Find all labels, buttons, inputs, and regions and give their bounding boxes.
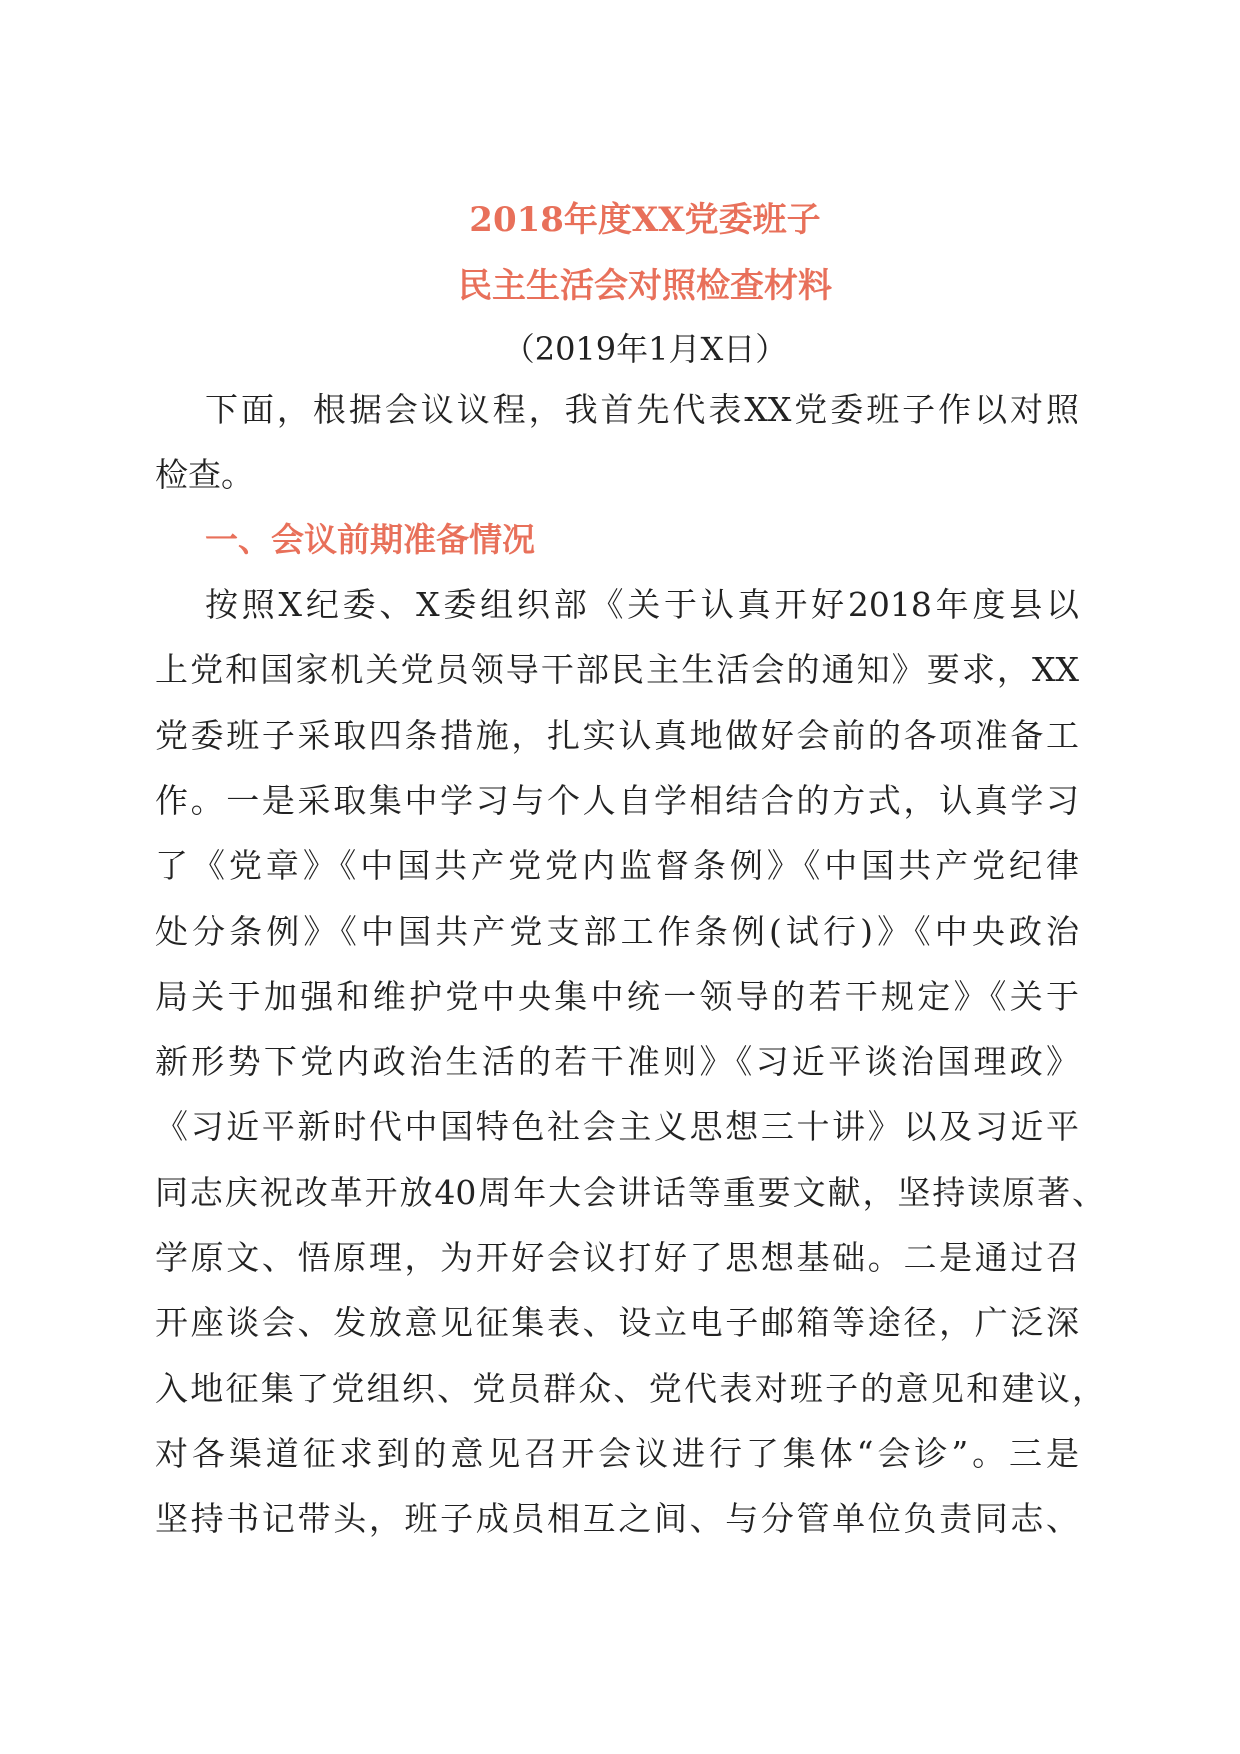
paragraph-line: 入地征集了党组织、党员群众、党代表对班子的意见和建议， <box>155 1368 1105 1408</box>
paragraph-line: 坚持书记带头，班子成员相互之间、与分管单位负责同志、 <box>155 1499 1079 1539</box>
paragraph-line: 新形势下党内政治生活的若干准则》《习近平谈治国理政》 <box>155 1042 1079 1082</box>
document-date: （2019年1月X日） <box>502 330 788 368</box>
paragraph-line: 上党和国家机关党员领导干部民主生活会的通知》要求，XX <box>155 650 1079 690</box>
paragraph-line: 了《党章》《中国共产党党内监督条例》《中国共产党纪律 <box>155 846 1079 886</box>
paragraph-line: 同志庆祝改革开放40周年大会讲话等重要文献，坚持读原著、 <box>155 1172 1105 1212</box>
paragraph-line: 开座谈会、发放意见征集表、设立电子邮箱等途径，广泛深 <box>155 1303 1079 1343</box>
paragraph-line: 学原文、悟原理，为开好会议打好了思想基础。二是通过召 <box>155 1238 1079 1277</box>
document-title-line1: 2018年度XX党委班子 <box>469 200 821 240</box>
paragraph-line: 对各渠道征求到的意见召开会议进行了集体“会诊”。三是 <box>155 1433 1079 1473</box>
paragraph-line: 局关于加强和维护党中央集中统一领导的若干规定》《关于 <box>155 976 1079 1016</box>
paragraph-line: 党委班子采取四条措施，扎实认真地做好会前的各项准备工 <box>155 715 1079 755</box>
document-title-line2: 民主生活会对照检查材料 <box>458 266 832 306</box>
section-heading: 一、会议前期准备情况 <box>205 520 535 559</box>
intro-line: 下面，根据会议议程，我首先代表XX党委班子作以对照 <box>205 390 1079 429</box>
paragraph-line: 《习近平新时代中国特色社会主义思想三十讲》以及习近平 <box>155 1107 1079 1147</box>
intro-line: 检查。 <box>155 455 254 494</box>
paragraph-line: 按照X纪委、X委组织部《关于认真开好2018年度县以 <box>205 585 1079 624</box>
paragraph-line: 处分条例》《中国共产党支部工作条例(试行)》《中央政治 <box>155 911 1079 951</box>
paragraph-line: 作。一是采取集中学习与个人自学相结合的方式，认真学习 <box>155 780 1079 820</box>
